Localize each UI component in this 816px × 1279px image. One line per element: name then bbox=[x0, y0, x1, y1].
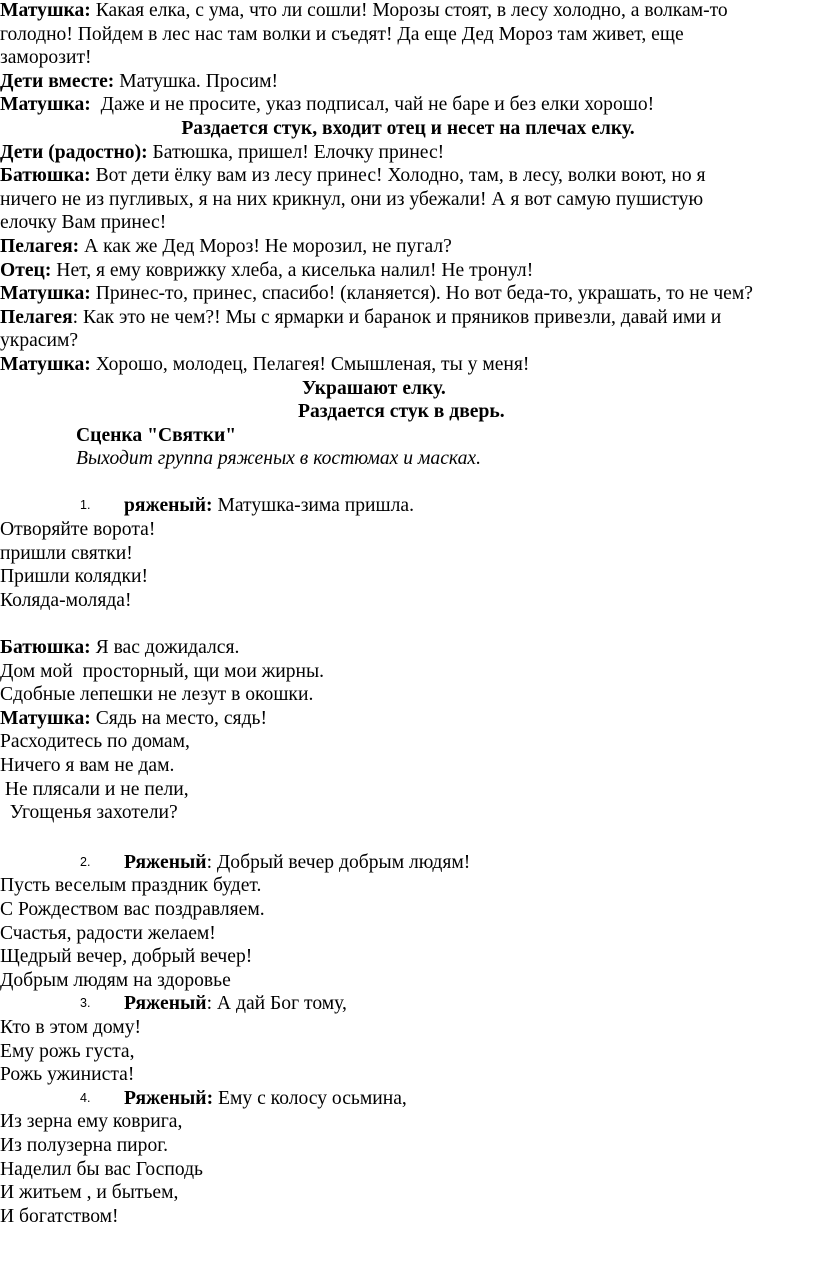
speaker: Дети (радостно): bbox=[0, 141, 148, 163]
verse-4 bbox=[0, 1087, 816, 1229]
line-text: Я вас дожидался. bbox=[90, 637, 240, 659]
numbered-line bbox=[0, 851, 816, 875]
spacer bbox=[0, 825, 816, 851]
dialogue-line bbox=[0, 282, 816, 306]
line-text: Хорошо, молодец, Пелагея! Смышленая, ты у меня! bbox=[90, 353, 530, 375]
speaker: Матушка: bbox=[0, 353, 91, 375]
speaker: Матушка: bbox=[0, 0, 91, 21]
numbered-line bbox=[0, 494, 816, 518]
batushka-reply bbox=[0, 636, 816, 707]
matushka-reply bbox=[0, 707, 816, 825]
stage-direction: Украшают елку. bbox=[302, 377, 446, 399]
line-text: : А дай Бог тому, bbox=[206, 993, 347, 1015]
dialogue-line bbox=[0, 211, 816, 235]
dialogue-line bbox=[0, 235, 816, 259]
speaker: Ряженый bbox=[124, 993, 207, 1015]
line-text: Ему с колосу осьмина, bbox=[213, 1087, 407, 1109]
list-number: 3. bbox=[80, 996, 91, 1011]
line-text: Какая елка, с ума, что ли сошли! Морозы стоят, в лесу холодно, а волкам-то bbox=[90, 0, 728, 21]
verse-line: Наделил бы вас Господь bbox=[0, 1158, 203, 1180]
numbered-line bbox=[0, 992, 816, 1016]
verse-1 bbox=[0, 494, 816, 612]
line-text: : Как это не чем?! Мы с ярмарки и баранок и пряников привезли, давай ими и bbox=[72, 306, 722, 328]
verse-line: Расходитесь по домам, bbox=[0, 731, 190, 753]
speaker: Матушка: bbox=[0, 283, 91, 305]
verse-line: Кто в этом дому! bbox=[0, 1016, 142, 1038]
verse-2 bbox=[0, 851, 816, 993]
line-text: голодно! Пойдем в лес нас там волки и съедят! Да еще Дед Мороз там живет, еще bbox=[0, 23, 684, 45]
verse-line: Пусть веселым праздник будет. bbox=[0, 875, 262, 897]
dialogue-line bbox=[0, 329, 816, 353]
list-number: 2. bbox=[80, 854, 91, 869]
dialogue-line bbox=[0, 164, 816, 188]
line-text: А как же Дед Мороз! Не морозил, не пугал? bbox=[79, 235, 452, 257]
dialogue-block-2 bbox=[0, 141, 816, 377]
speaker: Пелагея bbox=[0, 306, 73, 328]
speaker: Дети вместе: bbox=[0, 70, 115, 92]
line-text: Принес-то, принес, спасибо! (кланяется). Но вот беда-то, украшать, то не чем? bbox=[90, 283, 753, 305]
dialogue-block-1 bbox=[0, 0, 816, 117]
verse-line: пришли святки! bbox=[0, 542, 133, 564]
verse-3 bbox=[0, 992, 816, 1086]
dialogue-line bbox=[0, 23, 816, 47]
speaker: Батюшка: bbox=[0, 637, 91, 659]
dialogue-line bbox=[0, 188, 816, 212]
speaker: Матушка: bbox=[0, 94, 91, 116]
dialogue-line bbox=[0, 141, 816, 165]
dialogue-line bbox=[0, 353, 816, 377]
verse-line: Пришли колядки! bbox=[0, 566, 149, 588]
dialogue-line bbox=[0, 0, 816, 23]
speaker: ряженый: bbox=[124, 495, 213, 517]
verse-line: Из полузерна пирог. bbox=[0, 1134, 168, 1156]
line-text: заморозит! bbox=[0, 47, 92, 69]
line-text: ничего не из пугливых, я на них крикнул, они из убежали! А я вот самую пушистую bbox=[0, 188, 704, 210]
stage-direction: Раздается стук, входит отец и несет на плечах елку. bbox=[181, 117, 635, 139]
verse-line: Из зерна ему коврига, bbox=[0, 1111, 183, 1133]
speaker: Ряженый bbox=[124, 851, 207, 873]
verse-line: Ему рожь густа, bbox=[0, 1040, 135, 1062]
dialogue-line bbox=[0, 306, 816, 330]
verse-line: Дом мой просторный, щи мои жирны. bbox=[0, 660, 325, 682]
dialogue-line bbox=[0, 259, 816, 283]
verse-line: С Рождеством вас поздравляем. bbox=[0, 898, 265, 920]
spacer bbox=[0, 471, 816, 495]
verse-line: Отворяйте ворота! bbox=[0, 519, 156, 541]
line-text: Нет, я ему коврижку хлеба, а киселька налил! Не тронул! bbox=[51, 259, 534, 281]
speaker: Ряженый: bbox=[124, 1087, 214, 1109]
numbered-line bbox=[0, 1087, 816, 1111]
list-number: 1. bbox=[80, 498, 91, 513]
scene-note: Выходит группа ряженых в костюмах и масках. bbox=[76, 448, 482, 470]
dialogue-line bbox=[0, 636, 816, 660]
verse-line: Добрым людям на здоровье bbox=[0, 969, 231, 991]
speaker: Матушка: bbox=[0, 707, 91, 729]
line-text: Матушка. Просим! bbox=[114, 70, 279, 92]
line-text: Матушка-зима пришла. bbox=[212, 495, 415, 517]
line-text: : Добрый вечер добрым людям! bbox=[206, 851, 471, 873]
stage-direction: Раздается стук в дверь. bbox=[298, 401, 505, 423]
dialogue-line bbox=[0, 70, 816, 94]
verse-line: Угощенья захотели? bbox=[0, 802, 178, 824]
verse-line: Не плясали и не пели, bbox=[0, 778, 189, 800]
verse-line: Рожь ужиниста! bbox=[0, 1064, 135, 1086]
line-text: Даже и не просите, указ подписал, чай не баре и без елки хорошо! bbox=[90, 94, 655, 116]
verse-line: Ничего я вам не дам. bbox=[0, 755, 175, 776]
line-text: Батюшка, пришел! Елочку принес! bbox=[147, 141, 445, 163]
line-text: елочку Вам принес! bbox=[0, 212, 167, 234]
dialogue-line bbox=[0, 46, 816, 70]
dialogue-line bbox=[0, 707, 816, 731]
line-text: Сядь на место, сядь! bbox=[90, 707, 267, 729]
verse-line: Коляда-моляда! bbox=[0, 589, 132, 611]
scene-title: Сценка "Святки" bbox=[76, 424, 237, 446]
dialogue-line bbox=[0, 93, 816, 117]
verse-line: Щедрый вечер, добрый вечер! bbox=[0, 946, 253, 968]
speaker: Отец: bbox=[0, 259, 52, 281]
speaker: Батюшка: bbox=[0, 165, 91, 187]
list-number: 4. bbox=[80, 1090, 91, 1105]
verse-line: Счастья, радости желаем! bbox=[0, 922, 216, 944]
verse-line: И богатством! bbox=[0, 1205, 119, 1227]
verse-line: Сдобные лепешки не лезут в окошки. bbox=[0, 684, 314, 706]
line-text: украсим? bbox=[0, 330, 79, 352]
line-text: Вот дети ёлку вам из лесу принес! Холодно, там, в лесу, волки воют, но я bbox=[90, 165, 706, 187]
spacer bbox=[0, 612, 816, 636]
speaker: Пелагея: bbox=[0, 235, 80, 257]
verse-line: И житьем , и бытьем, bbox=[0, 1182, 179, 1204]
